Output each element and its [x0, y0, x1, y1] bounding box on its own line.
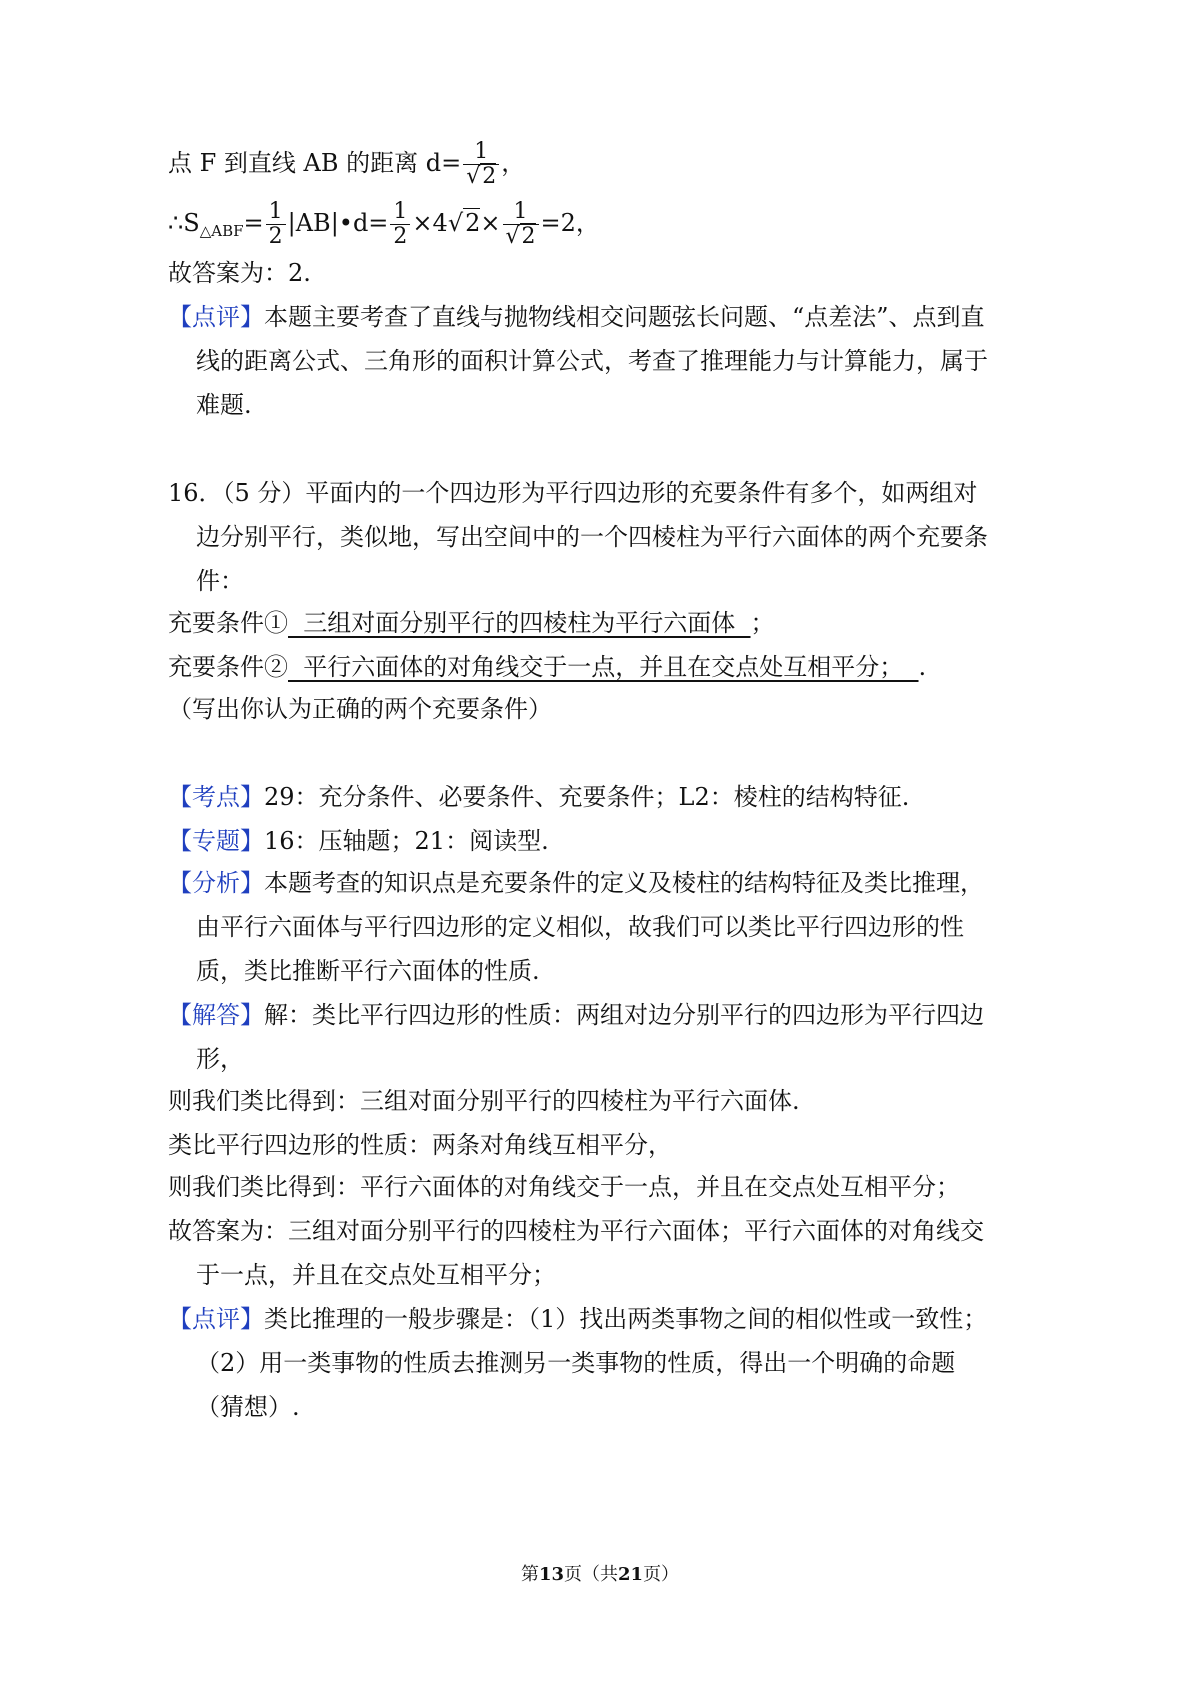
kaodian-text: 29：充分条件、必要条件、充要条件；L2：棱柱的结构特征.: [264, 783, 910, 811]
footer-post: 页）: [643, 1564, 680, 1585]
q16-line-3: 件：: [196, 567, 244, 595]
jieda-line-2: 形，: [196, 1045, 244, 1073]
comment-line-2: 线的距离公式、三角形的面积计算公式，考查了推理能力与计算能力，属于: [196, 347, 988, 375]
comment-line-1: [168, 300, 985, 334]
dianping-line-1: [168, 1302, 987, 1336]
zhuanti-tag: 【专题】: [168, 827, 264, 855]
page-footer: [0, 1560, 1200, 1586]
condition-2-answer: 平行六面体的对角线交于一点，并且在交点处互相平分；: [288, 653, 919, 681]
answer-line: 故答案为：2.: [168, 259, 311, 287]
distance-text: 点 F 到直线 AB 的距离 d=: [168, 149, 462, 177]
jieda-text: 解：类比平行四边形的性质：两组对边分别平行的四边形为平行四边: [264, 1001, 984, 1029]
frac-num: 1: [463, 140, 499, 165]
dianping-tag: 【点评】: [168, 1305, 264, 1333]
punct: ，: [501, 149, 526, 177]
jieda-tag: 【解答】: [168, 1001, 264, 1029]
punct: ；: [750, 609, 775, 637]
comment-tag: 【点评】: [168, 303, 264, 331]
area-subscript: △ABF: [199, 222, 244, 240]
area-result: =2，: [540, 209, 600, 237]
total-pages: 21: [618, 1564, 644, 1585]
body-line-2: 类比平行四边形的性质：两条对角线互相平分，: [168, 1131, 672, 1159]
fenxi-tag: 【分析】: [168, 869, 264, 897]
zhuanti-line: [168, 824, 549, 858]
footer-mid: 页（共: [564, 1564, 618, 1585]
condition-1-label: 充要条件①: [168, 609, 288, 637]
body-line-4: 故答案为：三组对面分别平行的四棱柱为平行六面体；平行六面体的对角线交: [168, 1217, 984, 1245]
frac-den: 2: [393, 224, 408, 249]
fenxi-line-3: 质，类比推断平行六面体的性质.: [196, 957, 540, 985]
dianping-line-2: （2）用一类事物的性质去推测另一类事物的性质，得出一个明确的命题: [196, 1349, 956, 1377]
punct: .: [918, 653, 927, 681]
body-line-3: 则我们类比得到：平行六面体的对角线交于一点，并且在交点处互相平分；: [168, 1173, 960, 1201]
condition-2: [168, 650, 926, 684]
condition-2-label: 充要条件②: [168, 653, 288, 681]
frac-num: 1: [503, 200, 539, 225]
page-number: 13: [538, 1564, 564, 1585]
area-line: $\therefore S_{\triangle ABF}=$ $\frac{1}{2}$ |AB|•d= $\frac{1}{2}$ ×4√2× $\frac{1}{√2}$ =2，: [168, 199, 600, 249]
distance-line: [168, 140, 525, 189]
footer-pre: 第: [520, 1564, 539, 1585]
frac-num: 1: [266, 200, 286, 225]
frac-den: 2: [268, 224, 283, 249]
fenxi-line-1: [168, 866, 984, 900]
comment-text: 本题主要考查了直线与抛物线相交问题弦长问题、“点差法”、点到直: [264, 303, 985, 331]
q16-hint: （写出你认为正确的两个充要条件）: [168, 695, 552, 723]
times-four: ×4: [412, 209, 448, 237]
sqrt-radicand: 2: [482, 164, 497, 189]
q16-line-2: 边分别平行，类似地，写出空间中的一个四棱柱为平行六面体的两个充要条: [196, 523, 988, 551]
ab-abs: |AB|•d=: [287, 209, 389, 237]
comment-line-3: 难题.: [196, 391, 252, 419]
jieda-line-1: [168, 998, 984, 1032]
kaodian-line: [168, 780, 909, 814]
fraction-half-2: [390, 200, 410, 249]
body-line-1: 则我们类比得到：三组对面分别平行的四棱柱为平行六面体.: [168, 1087, 800, 1115]
q16-line-1: 16．（5 分）平面内的一个四边形为平行四边形的充要条件有多个，如两组对: [168, 479, 978, 507]
condition-1-answer: 三组对面分别平行的四棱柱为平行六面体: [288, 609, 751, 637]
times: ×: [480, 209, 501, 237]
body-line-5: 于一点，并且在交点处互相平分；: [196, 1261, 556, 1289]
kaodian-tag: 【考点】: [168, 783, 264, 811]
frac-den: √2: [505, 224, 536, 249]
zhuanti-text: 16：压轴题；21：阅读型.: [264, 827, 549, 855]
sqrt-radicand: 2: [465, 209, 481, 237]
fenxi-line-2: 由平行六面体与平行四边形的定义相似，故我们可以类比平行四边形的性: [196, 913, 964, 941]
frac-num: 1: [390, 200, 410, 225]
dianping-text: 类比推理的一般步骤是：（1）找出两类事物之间的相似性或一致性；: [264, 1305, 988, 1333]
condition-1: [168, 606, 775, 640]
area-prefix: ∴S: [168, 209, 200, 237]
fraction-1-over-sqrt2: [463, 140, 499, 189]
frac-den: √2: [466, 164, 497, 189]
equals: =: [243, 209, 264, 237]
fraction-1-over-sqrt2-b: [503, 200, 539, 249]
sqrt-radicand: 2: [521, 224, 536, 249]
dianping-line-3: （猜想）.: [196, 1393, 300, 1421]
fenxi-text: 本题考查的知识点是充要条件的定义及棱柱的结构特征及类比推理，: [264, 869, 984, 897]
fraction-half: [266, 200, 286, 249]
